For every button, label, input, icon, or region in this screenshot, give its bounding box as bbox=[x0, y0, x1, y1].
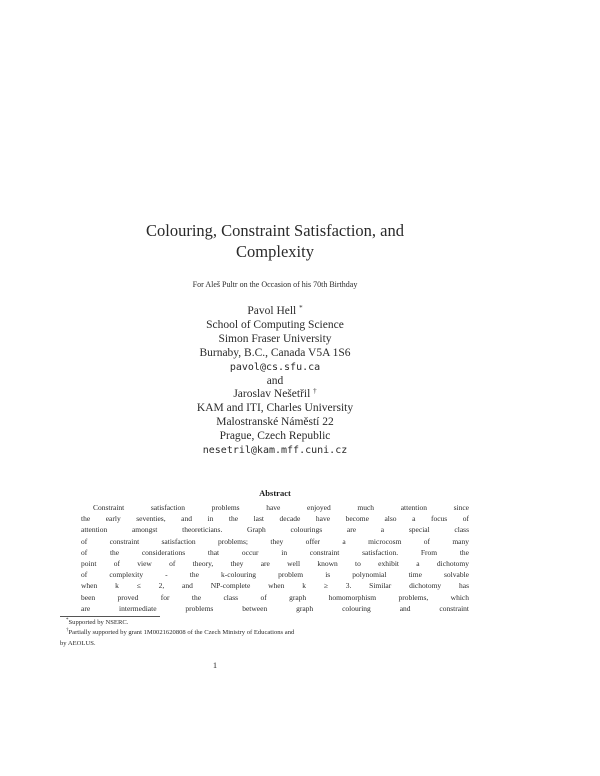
author-1-name-line bbox=[60, 305, 490, 319]
author-2-name: Jaroslav Nešetřil bbox=[233, 388, 311, 401]
abstract-line: the early seventies, and in the last decade have become also a focus of bbox=[81, 514, 469, 524]
author-conjunction: and bbox=[266, 374, 284, 387]
author-2-email: nesetril@kam.mff.cuni.cz bbox=[202, 445, 348, 457]
author-1-footnote-mark: * bbox=[299, 304, 303, 312]
author-1-address: Burnaby, B.C., Canada V5A 1S6 bbox=[199, 346, 351, 359]
footnote-1-mark: * bbox=[66, 618, 69, 623]
author-2-city: Prague, Czech Republic bbox=[219, 430, 331, 443]
author-1-email: pavol@cs.sfu.ca bbox=[229, 361, 321, 373]
abstract-line: of the considerations that occur in constraint satisfaction. From the bbox=[81, 547, 469, 557]
author-block bbox=[60, 305, 490, 458]
footnote-2 bbox=[60, 628, 480, 638]
paper-title bbox=[60, 220, 490, 262]
author-2-name-line bbox=[60, 388, 490, 402]
footnote-2-text-line1: Partially supported by grant 1M0021620808 of the Czech Ministry of Educations and bbox=[68, 629, 295, 637]
abstract-heading: Abstract bbox=[259, 488, 291, 498]
footnote-1-text: Supported by NSERC. bbox=[68, 619, 129, 626]
page-number: 1 bbox=[212, 660, 218, 670]
dedication: For Aleš Pultr on the Occasion of his 70th Birthday bbox=[192, 280, 358, 289]
title-line-1: Colouring, Constraint Satisfaction, and bbox=[145, 221, 404, 240]
abstract-line: Constraint satisfaction problems have enjoyed much attention since bbox=[93, 503, 469, 512]
abstract-line: of constraint satisfaction problems; they offer a microcosm of many bbox=[81, 536, 469, 546]
footnote-1 bbox=[60, 618, 480, 628]
footnote-rule bbox=[60, 616, 160, 617]
author-1-dept: School of Computing Science bbox=[206, 318, 344, 331]
author-1-name: Pavol Hell bbox=[247, 305, 297, 317]
abstract-body bbox=[81, 502, 469, 614]
author-2-street: Malostranské Náměstí 22 bbox=[216, 416, 334, 429]
footnote-2-mark: † bbox=[66, 628, 69, 634]
abstract-line: of complexity - the k-colouring problem is polynomial time solvable bbox=[81, 570, 469, 580]
abstract-line: are intermediate problems between graph colouring and constraint bbox=[81, 603, 469, 613]
abstract-line: when k ≤ 2, and NP-complete when k ≥ 3. Similar dichotomy has bbox=[81, 581, 469, 591]
abstract-line: point of view of theory, they are well known to exhibit a dichotomy bbox=[81, 559, 469, 569]
abstract-line: been proved for the class of graph homomorphism problems, which bbox=[81, 592, 469, 602]
footnotes bbox=[60, 618, 480, 649]
author-2-dept: KAM and ITI, Charles University bbox=[196, 402, 354, 415]
author-1-university: Simon Fraser University bbox=[218, 332, 332, 345]
author-2-footnote-mark: † bbox=[313, 387, 317, 396]
title-line-2: Complexity bbox=[236, 242, 314, 261]
abstract-line: attention amongst theoreticians. Graph colourings are a special class bbox=[81, 525, 469, 535]
footnote-2-text-line2: by AEOLUS. bbox=[60, 639, 96, 647]
